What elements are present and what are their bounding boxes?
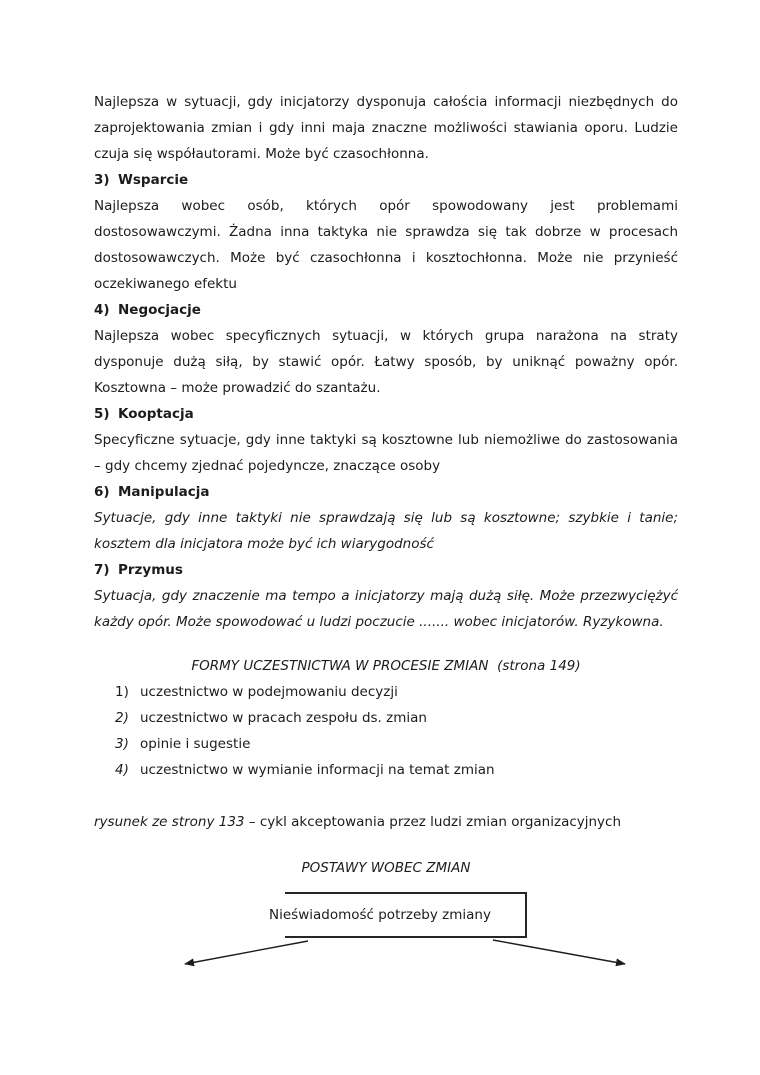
list-item-marker: 2) <box>115 710 129 726</box>
figure-note-italic: rysunek ze strony 133 <box>94 814 245 830</box>
list-item <box>115 731 678 757</box>
arrow-right-line <box>493 940 625 964</box>
document-content <box>94 89 678 974</box>
forms-section-title: FORMY UCZESTNICTWA W PROCESIE ZMIAN (strona 149) <box>191 658 581 674</box>
paragraph-edukacja-desc: Najlepsza w sytuacji, gdy inicjatorzy dysponuja całościa informacji niezbędnych do zaprojektowania zmian i gdy inni maja znaczne możliwości stawiania oporu. Ludzie czuja się współautorami. Może być czasochłonna. <box>94 94 678 162</box>
heading-number: 6) <box>94 484 110 500</box>
diagram-title: POSTAWY WOBEC ZMIAN <box>301 860 471 876</box>
list-item-text: uczestnictwo w pracach zespołu ds. zmian <box>140 710 427 726</box>
heading-negocjacje <box>94 297 678 323</box>
paragraph-kooptacja-desc: Specyficzne sytuacje, gdy inne taktyki są kosztowne lub niemożliwe do zastosowania – gdy chcemy zjednać pojedyncze, znaczące osoby <box>94 432 678 474</box>
list-item <box>115 705 678 731</box>
list-item <box>115 757 678 783</box>
heading-wsparcie <box>94 167 678 193</box>
diagram-arrows <box>94 938 678 972</box>
list-item-text: uczestnictwo w wymianie informacji na temat zmian <box>140 762 495 778</box>
list-item <box>115 679 678 705</box>
heading-label: Negocjacje <box>118 302 201 318</box>
heading-number: 7) <box>94 562 110 578</box>
list-item-marker: 4) <box>115 762 129 778</box>
heading-number: 4) <box>94 302 110 318</box>
heading-manipulacja <box>94 479 678 505</box>
heading-przymus <box>94 557 678 583</box>
paragraph-wsparcie-desc: Najlepsza wobec osób, których opór spowodowany jest problemami dostosowawczymi. Żadna inna taktyka nie sprawdza się tak dobrze w procesach dostosowawczych. Może być czasochłonna i kosztochłonna. Może nie przynieść oczekiwanego efektu <box>94 198 678 292</box>
heading-number: 5) <box>94 406 110 422</box>
paragraph-przymus-desc: Sytuacja, gdy znaczenie ma tempo a inicjatorzy mają dużą siłę. Może przezwyciężyć każdy opór. Może spowodować u ludzi poczucie ....... wobec inicjatorów. Ryzykowna. <box>94 588 678 630</box>
list-item-marker: 1) <box>115 684 129 700</box>
paragraph-manipulacja-desc: Sytuacje, gdy inne taktyki nie sprawdzają się lub są kosztowne; szybkie i tanie; kosztem dla inicjatora może być ich wiarygodność <box>94 510 678 552</box>
heading-label: Kooptacja <box>118 406 194 422</box>
heading-kooptacja <box>94 401 678 427</box>
heading-label: Manipulacja <box>118 484 210 500</box>
list-item-text: opinie i sugestie <box>140 736 251 752</box>
list-item-marker: 3) <box>115 736 129 752</box>
diagram-box-label: Nieświadomość potrzeby zmiany <box>267 894 493 936</box>
figure-note <box>94 809 678 835</box>
figure-note-rest: – cykl akceptowania przez ludzi zmian organizacyjnych <box>244 814 622 830</box>
arrow-left-line <box>185 941 308 964</box>
diagram-area <box>94 892 678 974</box>
diagram-box <box>269 892 527 938</box>
forms-list <box>94 679 678 783</box>
heading-label: Przymus <box>118 562 183 578</box>
heading-label: Wsparcie <box>118 172 189 188</box>
paragraph-negocjacje-desc: Najlepsza wobec specyficznych sytuacji, w których grupa narażona na straty dysponuje dużą siłą, by stawić opór. Łatwy sposób, by uniknąć poważny opór. Kosztowna – może prowadzić do szantażu. <box>94 328 678 396</box>
list-item-text: uczestnictwo w podejmowaniu decyzji <box>140 684 398 700</box>
heading-number: 3) <box>94 172 110 188</box>
